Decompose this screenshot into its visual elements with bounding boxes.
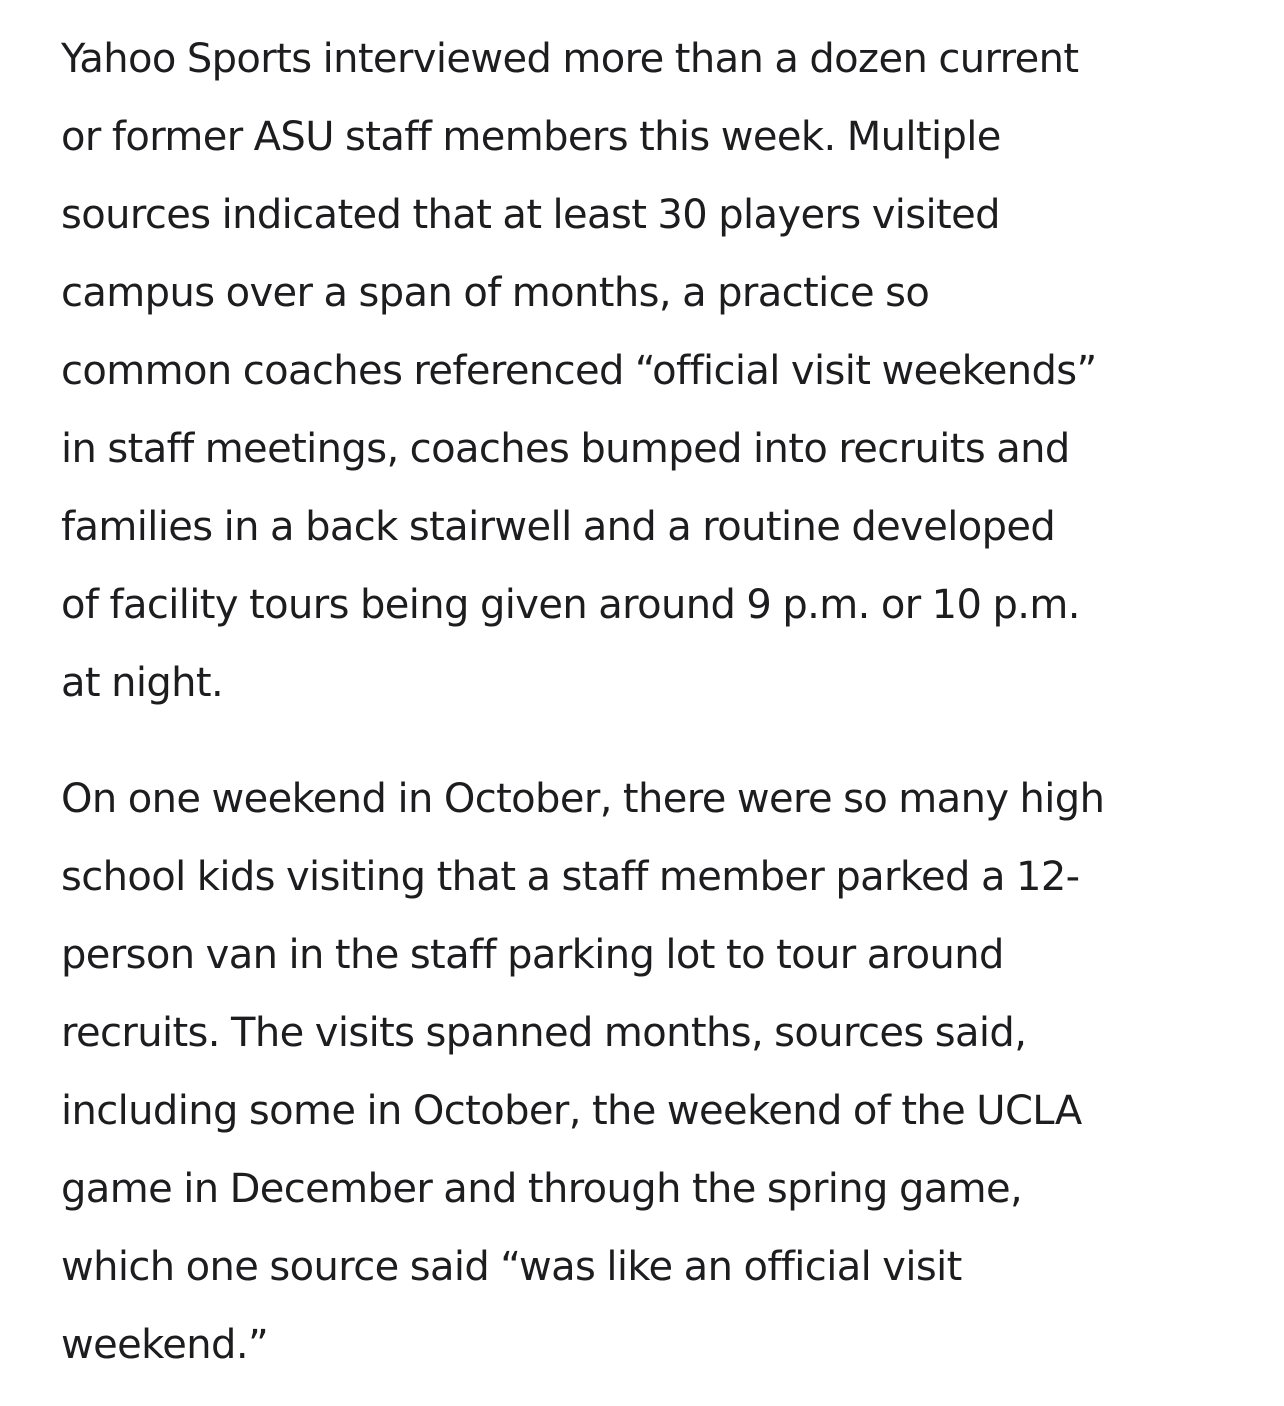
paragraph-line: in staff meetings, coaches bumped into recruits and [61, 426, 1070, 472]
paragraph-line: which one source said “was like an official visit [61, 1244, 962, 1290]
paragraph-line: at night. [61, 660, 224, 706]
paragraph-line: or former ASU staff members this week. Multiple [61, 114, 1001, 160]
paragraph-line: common coaches referenced “official visit weekends” [61, 348, 1097, 394]
paragraph-line: On one weekend in October, there were so many high [61, 776, 1105, 822]
paragraph-line: person van in the staff parking lot to tour around [61, 932, 1004, 978]
paragraph-line: sources indicated that at least 30 players visited [61, 192, 1000, 238]
paragraph-line: including some in October, the weekend of the UCLA [61, 1088, 1082, 1134]
paragraph-line: families in a back stairwell and a routine developed [61, 504, 1056, 550]
paragraph-line: recruits. The visits spanned months, sources said, [61, 1010, 1027, 1056]
paragraph-line: school kids visiting that a staff member parked a 12- [61, 854, 1080, 900]
paragraph-line: Yahoo Sports interviewed more than a dozen current [61, 36, 1079, 82]
paragraph-2 [61, 760, 1244, 1384]
paragraph-line: of facility tours being given around 9 p.m. or 10 p.m. [61, 582, 1080, 628]
paragraph-1 [61, 20, 1244, 722]
paragraph-line: campus over a span of months, a practice so [61, 270, 930, 316]
paragraph-line: weekend.” [61, 1322, 269, 1368]
paragraph-line: game in December and through the spring game, [61, 1166, 1023, 1212]
